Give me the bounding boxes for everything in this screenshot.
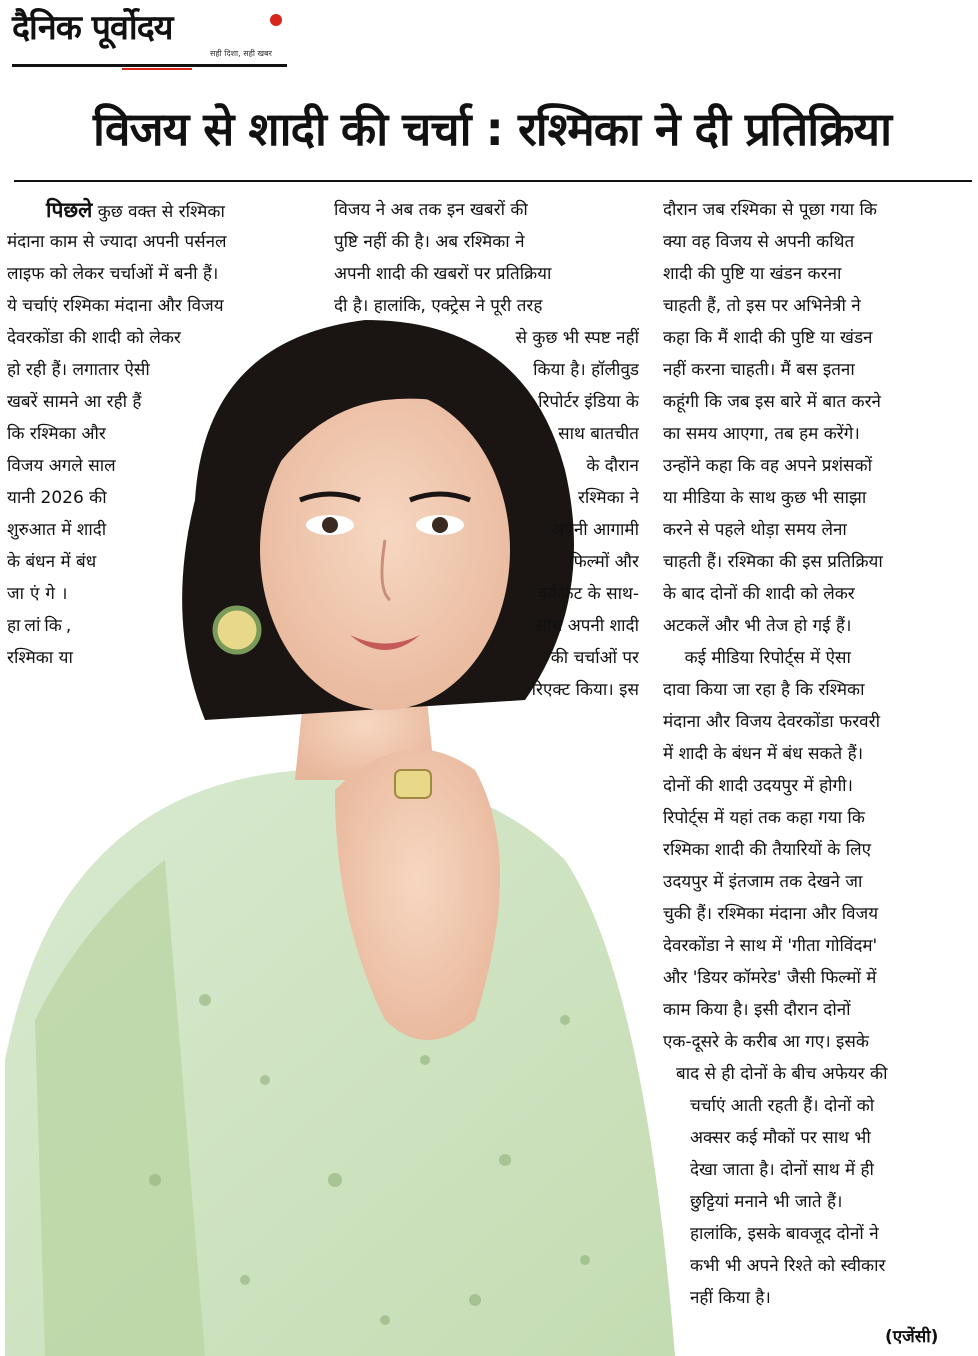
col2-line: के दौरान: [586, 456, 639, 476]
col2-line: साथ अपनी शादी: [535, 616, 639, 636]
col3-line: छुट्टियां मनाने भी जाते हैं।: [690, 1192, 843, 1212]
col2-line: वर्कफ्रंट के साथ-: [538, 584, 639, 604]
col3-line: देखा जाता है। दोनों साथ में ही: [690, 1160, 874, 1180]
col1-line: हो रही हैं। लगातार ऐसी: [7, 360, 150, 380]
col3-line: दोनों की शादी उदयपुर में होगी।: [663, 776, 853, 796]
col2-line: की चर्चाओं पर: [550, 648, 639, 668]
masthead: [12, 6, 287, 70]
masthead-rule: [12, 64, 287, 67]
col1-line: हालांकि,: [7, 616, 76, 636]
col1-line: लाइफ को लेकर चर्चाओं में बनी हैं।: [7, 264, 219, 284]
col3-line: अक्सर कई मौकों पर साथ भी: [690, 1128, 871, 1148]
col1-line: शुरुआत में शादी: [7, 520, 107, 540]
col3-line: अटकलें और भी तेज हो गई हैं।: [663, 616, 852, 636]
col1-line: विजय अगले साल: [7, 456, 116, 476]
col3-line: या मीडिया के साथ कुछ भी साझा: [663, 488, 867, 508]
col3-line: मंदाना और विजय देवरकोंडा फरवरी: [663, 712, 880, 732]
col3-line: रिपोर्ट्स में यहां तक कहा गया कि: [663, 808, 865, 828]
col3-line: चाहती हैं। रश्मिका की इस प्रतिक्रिया: [663, 552, 883, 572]
col1-line: कि रश्मिका और: [7, 424, 106, 444]
col1-line: ये चर्चाएं रश्मिका मंदाना और विजय: [7, 296, 224, 316]
masthead-dot-icon: [270, 14, 282, 26]
col2-line: रिपोर्टर इंडिया के: [538, 392, 639, 412]
col3-line: दौरान जब रश्मिका से पूछा गया कि: [663, 200, 877, 220]
headline-rule: [14, 180, 972, 182]
col2-line: से कुछ भी स्पष्ट नहीं: [515, 328, 639, 348]
col2-line: साथ बातचीत: [558, 424, 639, 444]
col3-line: उन्होंने कहा कि वह अपने प्रशंसकों: [663, 456, 872, 476]
agency-credit: (एजेंसी): [885, 1327, 939, 1347]
col1-line-1: पिछले कुछ वक्त से रश्मिका: [46, 198, 225, 222]
col3-line: कहा कि मैं शादी की पुष्टि या खंडन: [663, 328, 873, 348]
col3-line: चर्चाएं आती रहती हैं। दोनों को: [690, 1096, 875, 1116]
col2-line: पुष्टि नहीं की है। अब रश्मिका ने: [334, 232, 525, 252]
col2-line: विजय ने अब तक इन खबरों की: [334, 200, 528, 220]
col3-line: चाहती हैं, तो इस पर अभिनेत्री ने: [663, 296, 861, 316]
col2-line: किया है। हॉलीवुड: [533, 360, 639, 380]
col3-line: क्या वह विजय से अपनी कथित: [663, 232, 855, 252]
col1-line: रश्मिका या: [7, 648, 73, 668]
col3-line: कई मीडिया रिपोर्ट्स में ऐसा: [663, 648, 851, 668]
col2-line: अपनी शादी की खबरों पर प्रतिक्रिया: [334, 264, 552, 284]
col2-line: फिल्मों और: [569, 552, 639, 572]
col3-line: देवरकोंडा ने साथ में 'गीता गोविंदम': [663, 936, 878, 956]
col1-line: जाएंगे।: [7, 584, 74, 604]
lead-word: पिछले: [46, 198, 93, 222]
col3-line: शादी की पुष्टि या खंडन करना: [663, 264, 842, 284]
col3-line: हालांकि, इसके बावजूद दोनों ने: [690, 1224, 879, 1244]
col1-line: यानी 2026 की: [7, 488, 107, 508]
col3-line: में शादी के बंधन में बंध सकते हैं।: [663, 744, 864, 764]
col2-line: रश्मिका ने: [577, 488, 639, 508]
col2-line: अपनी आगामी: [551, 520, 639, 540]
col1-line: देवरकोंडा की शादी को लेकर: [7, 328, 181, 348]
col3-line: उदयपुर में इंतजाम तक देखने जा: [663, 872, 863, 892]
masthead-red-rule: [122, 68, 192, 70]
col1-line: खबरें सामने आ रही हैं: [7, 392, 142, 412]
col3-line: काम किया है। इसी दौरान दोनों: [663, 1000, 851, 1020]
article-headline: विजय से शादी की चर्चा : रश्मिका ने दी प्रतिक्रिया: [92, 102, 892, 156]
col3-line: दावा किया जा रहा है कि रश्मिका: [663, 680, 865, 700]
col3-line: नहीं करना चाहती। मैं बस इतना: [663, 360, 855, 380]
masthead-logo: दैनिक पूर्वोदय: [12, 8, 173, 48]
masthead-tagline: सही दिशा, सही खबर: [210, 49, 272, 58]
col3-line: और 'डियर कॉमरेड' जैसी फिल्मों में: [663, 968, 877, 988]
col3-line: नहीं किया है।: [690, 1288, 771, 1308]
col2-line: रिएक्ट किया। इस: [531, 680, 639, 700]
col1-line: मंदाना काम से ज्यादा अपनी पर्सनल: [7, 232, 227, 252]
col3-line: बाद से ही दोनों के बीच अफेयर की: [676, 1064, 888, 1084]
col3-line: एक-दूसरे के करीब आ गए। इसके: [663, 1032, 869, 1052]
col3-line: कहूंगी कि जब इस बारे में बात करने: [663, 392, 881, 412]
col3-line: कभी भी अपने रिश्ते को स्वीकार: [690, 1256, 886, 1276]
col3-line: चुकी हैं। रश्मिका मंदाना और विजय: [663, 904, 879, 924]
col2-line: दी है। हालांकि, एक्ट्रेस ने पूरी तरह: [334, 296, 543, 316]
col1-line: के बंधन में बंध: [7, 552, 97, 572]
col3-line: रश्मिका शादी की तैयारियों के लिए: [663, 840, 872, 860]
col3-line: के बाद दोनों की शादी को लेकर: [663, 584, 855, 604]
col3-line: करने से पहले थोड़ा समय लेना: [663, 520, 847, 540]
col3-line: का समय आएगा, तब हम करेंगे।: [663, 424, 860, 444]
